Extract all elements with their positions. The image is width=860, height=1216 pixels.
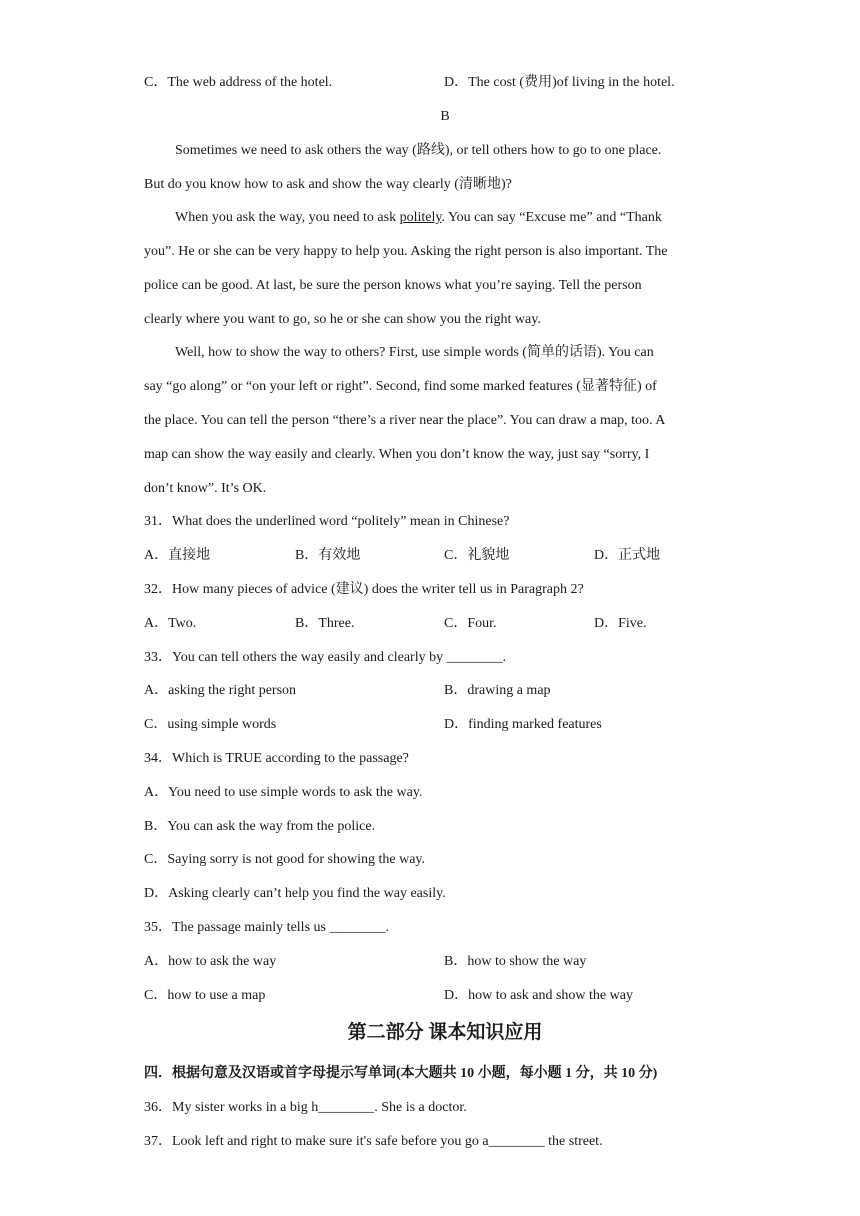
underlined-word: politely [399, 210, 442, 225]
option-a: A．You need to use simple words to ask the way. [144, 785, 423, 800]
passage-line: you”. He or she can be very happy to help you. Asking the right person is also important. The [144, 244, 668, 259]
question-37: 37．Look left and right to make sure it's safe before you go a________ the street. [144, 1134, 603, 1149]
passage-line [175, 208, 662, 228]
option-b: B．how to show the way [444, 954, 587, 969]
option-c: C．how to use a map [144, 988, 266, 1003]
passage-line: map can show the way easily and clearly. When you don’t know the way, just say “sorry, I [144, 447, 650, 462]
section-four-heading: 四．根据句意及汉语或首字母提示写单词(本大题共 10 小题，每小题 1 分，共 10 分) [144, 1066, 658, 1081]
option-c: C．礼貌地 [444, 548, 510, 563]
passage-line: don’t know”. It’s OK. [144, 481, 267, 496]
option-a: A．how to ask the way [144, 954, 277, 969]
question-32-stem: 32．How many pieces of advice (建议) does the writer tell us in Paragraph 2? [144, 582, 584, 597]
option-d: D．正式地 [594, 548, 661, 563]
option-b: B．Three. [295, 616, 355, 631]
option-c: C．using simple words [144, 717, 277, 732]
option-d: D．finding marked features [444, 717, 602, 732]
option-b: B．drawing a map [444, 683, 551, 698]
option-c: C．Four. [444, 616, 497, 631]
section-heading-b: B [440, 109, 450, 124]
passage-line: the place. You can tell the person “there’s a river near the place”. You can draw a map, too. A [144, 413, 666, 428]
question-34-stem: 34．Which is TRUE according to the passage? [144, 751, 409, 766]
passage-line: clearly where you want to go, so he or she can show you the right way. [144, 312, 541, 327]
option-d: D．Asking clearly can’t help you find the way easily. [144, 886, 446, 901]
passage-line: Well, how to show the way to others? First, use simple words (简单的话语). You can [175, 345, 654, 360]
passage-line: police can be good. At last, be sure the person knows what you’re saying. Tell the person [144, 278, 642, 293]
option-b: B．有效地 [295, 548, 361, 563]
option-d: D．Five. [594, 616, 647, 631]
prev-option-d: D．The cost (费用)of living in the hotel. [444, 75, 675, 90]
option-b: B．You can ask the way from the police. [144, 819, 376, 834]
option-d: D．how to ask and show the way [444, 988, 633, 1003]
option-a: A．asking the right person [144, 683, 297, 698]
part-two-title: 第二部分 课本知识应用 [347, 1022, 543, 1043]
prev-option-c: C．The web address of the hotel. [144, 75, 333, 90]
passage-text: When you ask the way, you need to ask [175, 210, 400, 225]
option-c: C．Saying sorry is not good for showing the way. [144, 852, 426, 867]
passage-line: say “go along” or “on your left or right”. Second, find some marked features (显著特征) of [144, 379, 657, 394]
question-36: 36．My sister works in a big h________. She is a doctor. [144, 1100, 467, 1115]
option-a: A．直接地 [144, 548, 211, 563]
passage-line: Sometimes we need to ask others the way (路线), or tell others how to go to one place. [175, 143, 662, 158]
option-a: A．Two. [144, 616, 197, 631]
question-35-stem: 35．The passage mainly tells us ________. [144, 920, 389, 935]
passage-text: . You can say “Excuse me” and “Thank [441, 210, 662, 225]
question-33-stem: 33．You can tell others the way easily and clearly by ________. [144, 650, 507, 665]
question-31-stem: 31．What does the underlined word “politely” mean in Chinese? [144, 514, 510, 529]
passage-line: But do you know how to ask and show the way clearly (清晰地)? [144, 177, 512, 192]
